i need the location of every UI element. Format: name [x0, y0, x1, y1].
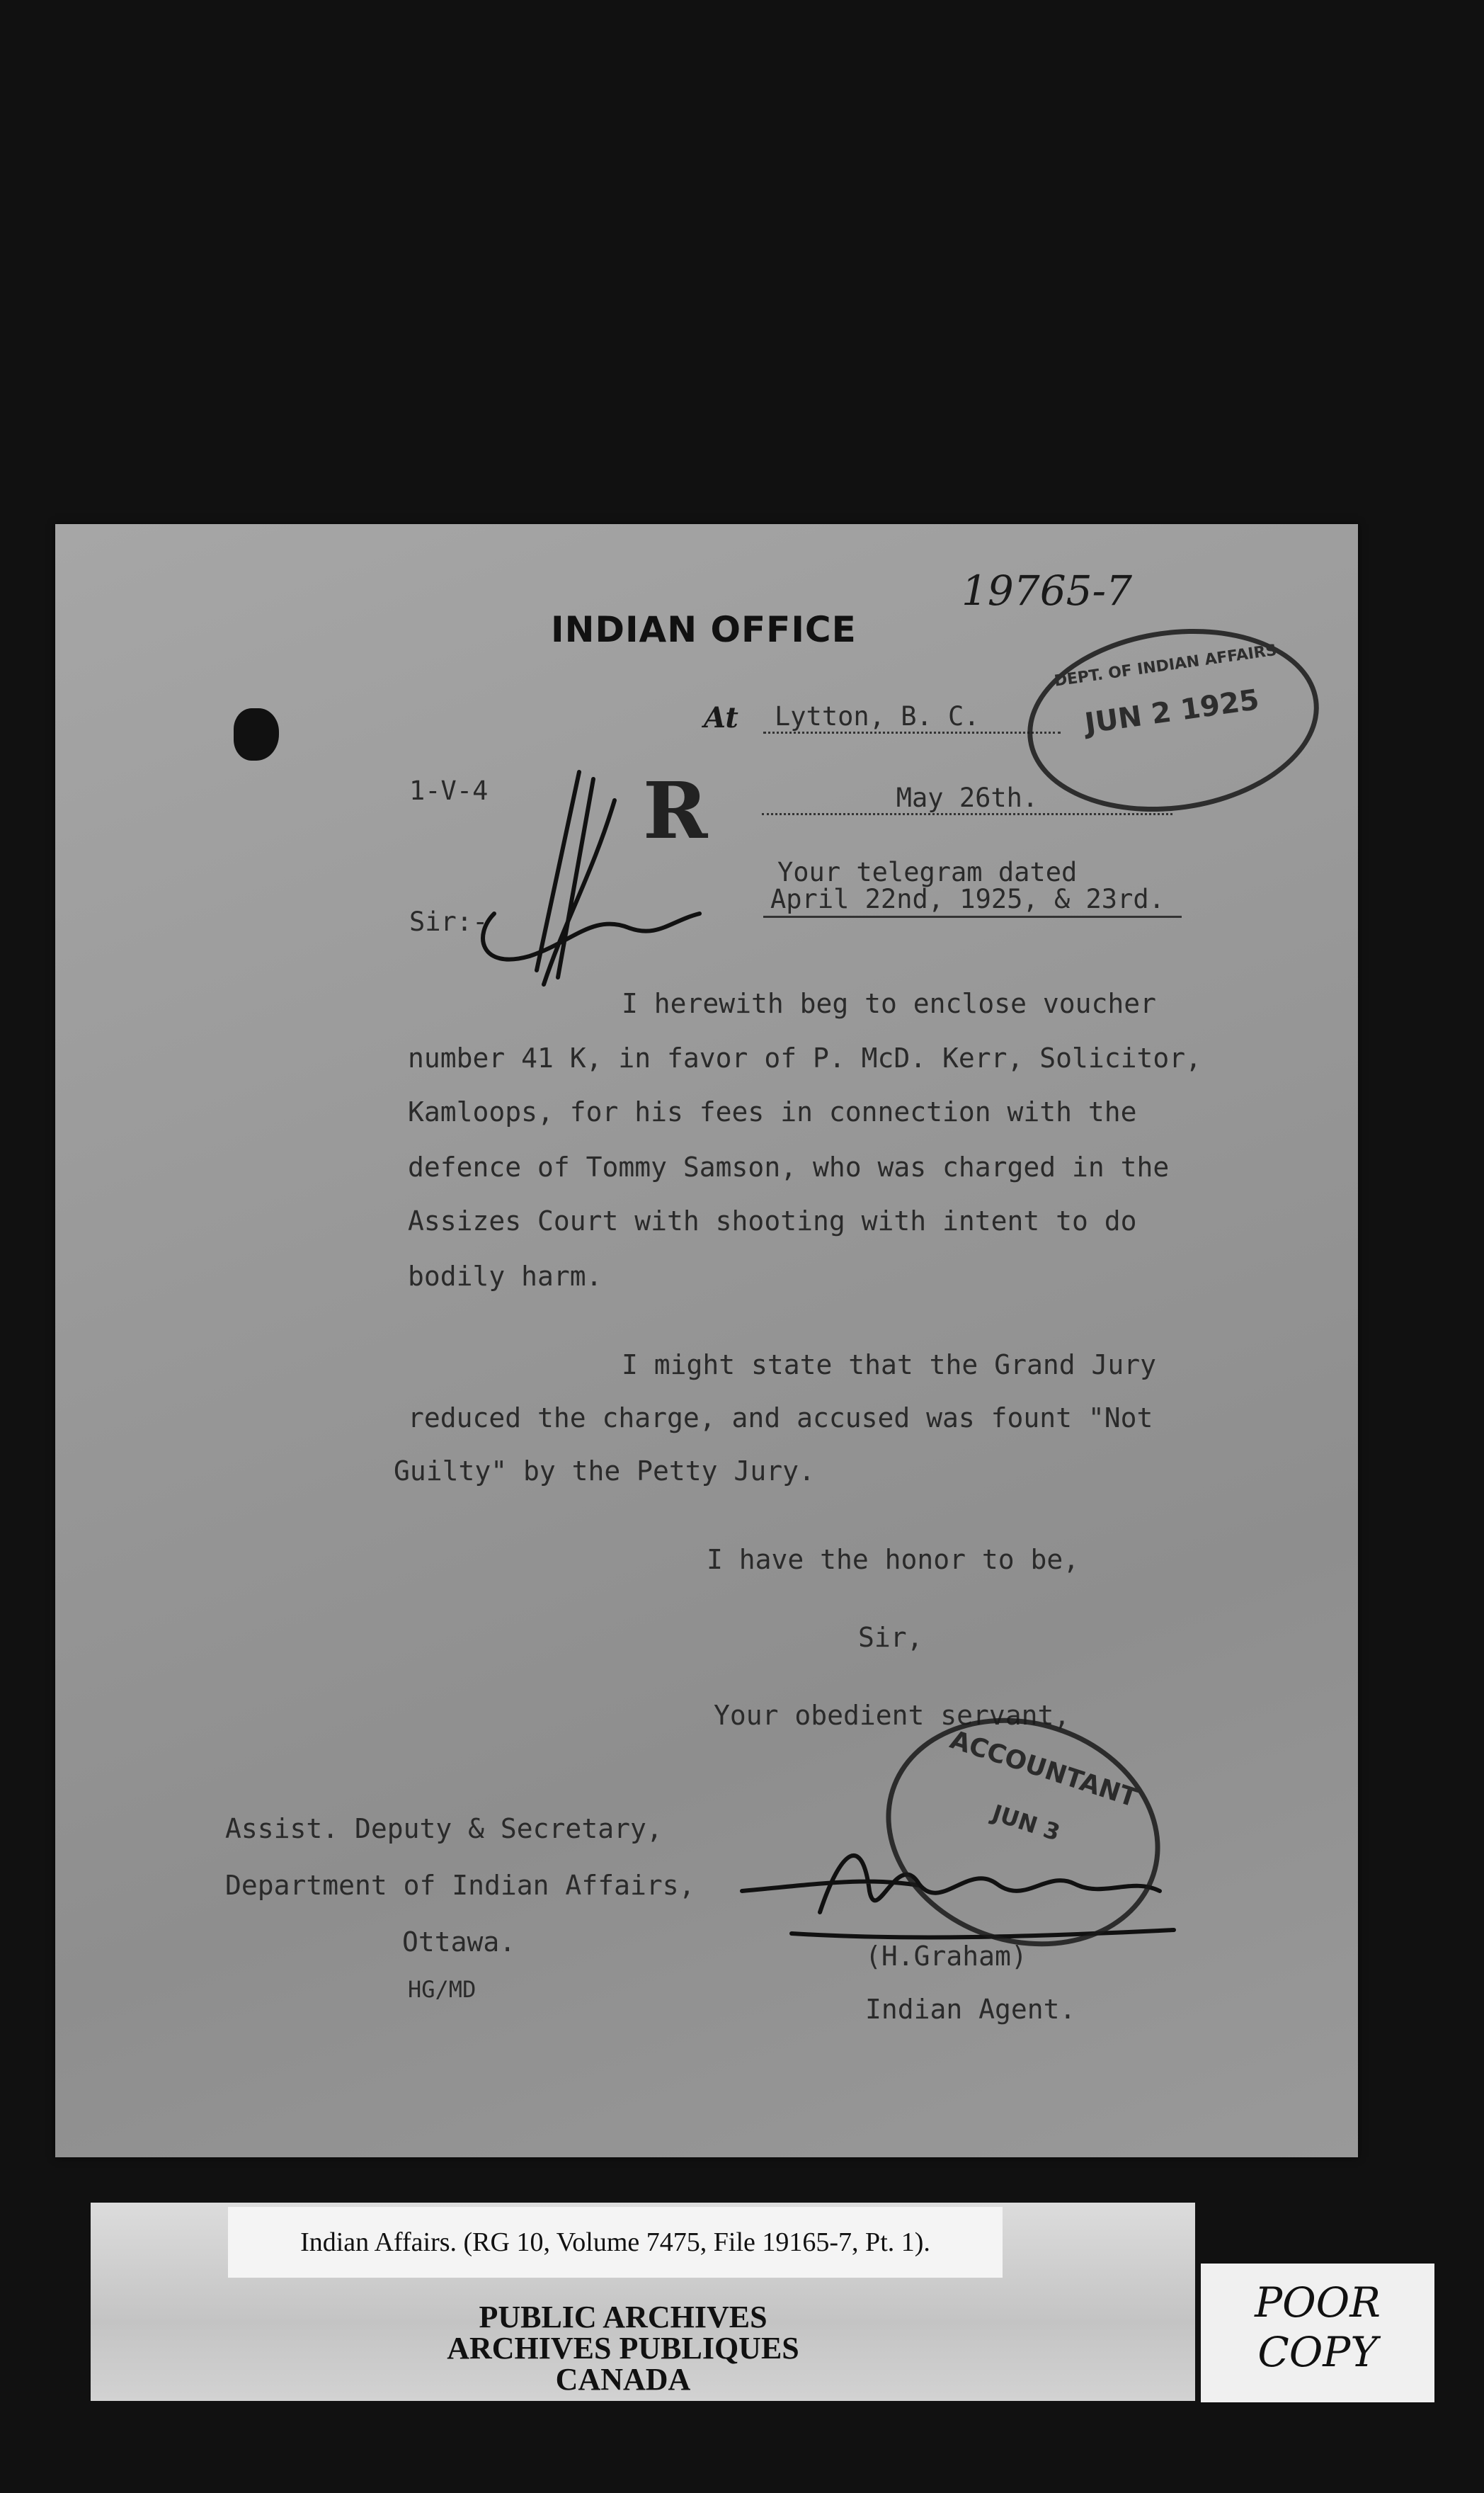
- accountant-stamp-label: ACCOUNTANT: [946, 1725, 1141, 1814]
- reference-number: 1-V-4: [409, 776, 489, 806]
- archive-reference-text: Indian Affairs. (RG 10, Volume 7475, File 19165-7, Pt. 1).: [300, 2227, 930, 2257]
- poor-copy-line-2: COPY: [1257, 2328, 1378, 2376]
- body-line-3: Kamloops, for his fees in connection with the: [408, 1096, 1137, 1128]
- punch-hole: [234, 708, 279, 761]
- closing-line-1: I have the honor to be,: [707, 1544, 1080, 1575]
- closing-line-3: Your obedient servant,: [714, 1700, 1071, 1731]
- received-stamp-date: JUN 2 1925: [1083, 683, 1262, 741]
- poor-copy-note: [1201, 2264, 1434, 2402]
- place-field: [763, 701, 1061, 734]
- recipient-line-3: Ottawa.: [402, 1926, 516, 1958]
- body-line-8: reduced the charge, and accused was fount "Not: [408, 1402, 1153, 1433]
- body-line-5: Assizes Court with shooting with intent to do: [408, 1205, 1137, 1237]
- body-line-7: I might state that the Grand Jury: [622, 1349, 1156, 1380]
- handwritten-initials-scribble: [452, 758, 707, 992]
- salutation: Sir:-: [409, 907, 489, 937]
- telegram-reference-line1: Your telegram dated: [777, 857, 1078, 887]
- letterhead-title: INDIAN OFFICE: [551, 609, 857, 650]
- typist-initials: HG/MD: [408, 1976, 476, 2003]
- date-text: May 26th.: [896, 783, 1039, 813]
- body-line-6: bodily harm.: [408, 1261, 603, 1292]
- recipient-line-1: Assist. Deputy & Secretary,: [225, 1813, 663, 1844]
- signer-name: (H.Graham): [865, 1941, 1027, 1972]
- archive-line-2: ARCHIVES PUBLIQUES: [447, 2331, 799, 2366]
- recipient-line-2: Department of Indian Affairs,: [225, 1870, 695, 1901]
- telegram-reference-line2: April 22nd, 1925, & 23rd.: [763, 884, 1182, 918]
- archive-reference-label: [228, 2207, 1003, 2278]
- letter-page: [55, 524, 1358, 2157]
- archive-line-1: PUBLIC ARCHIVES: [479, 2300, 767, 2334]
- body-line-4: defence of Tommy Samson, who was charged in the: [408, 1152, 1170, 1183]
- accountant-stamp-date: JUN 3: [988, 1799, 1063, 1846]
- signer-title: Indian Agent.: [865, 1994, 1076, 2025]
- archive-stamp-block: [354, 2302, 892, 2395]
- body-line-1: I herewith beg to enclose voucher: [622, 988, 1156, 1019]
- poor-copy-line-1: POOR: [1255, 2278, 1381, 2327]
- file-number-handwritten: 19765-7: [961, 567, 1133, 615]
- body-line-2: number 41 K, in favor of P. McD. Kerr, Solicitor,: [408, 1043, 1202, 1074]
- closing-line-2: Sir,: [858, 1622, 923, 1653]
- body-line-9: Guilty" by the Petty Jury.: [394, 1455, 815, 1487]
- registered-mark: R: [643, 765, 708, 856]
- archive-line-3: CANADA: [555, 2362, 691, 2397]
- at-label: At: [704, 701, 738, 734]
- received-stamp-department: DEPT. OF INDIAN AFFAIRS: [1053, 641, 1279, 691]
- place-text: Lytton, B. C.: [775, 701, 980, 732]
